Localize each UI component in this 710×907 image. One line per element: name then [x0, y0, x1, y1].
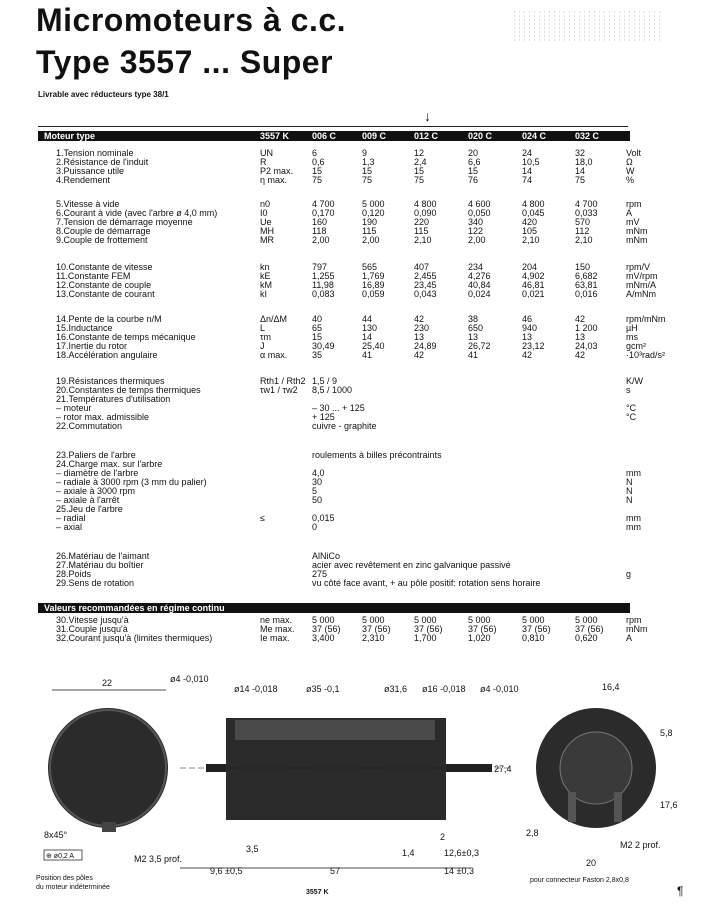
cell-value: – 30 ... + 125 [312, 403, 365, 413]
row-symbol: τw1 / τw2 [260, 385, 298, 395]
cell-value: 4 700 [575, 199, 598, 209]
row-label: 15.Inductance [56, 323, 113, 333]
section-title: Valeurs recommandées en régime continu [44, 603, 225, 613]
cell-value: 0,016 [575, 289, 598, 299]
cell-value: 2,00 [362, 235, 380, 245]
cell-value: 24,03 [575, 341, 598, 351]
row-label: 6.Courant à vide (avec l'arbre ø 4,0 mm) [56, 208, 218, 218]
cell-value: 0,810 [522, 633, 545, 643]
cell-value: 41 [468, 350, 479, 360]
cell-value: 0,045 [522, 208, 545, 218]
cell-value: 44 [362, 314, 373, 324]
dim-label: ø35 -0,1 [306, 684, 340, 694]
cell-value: 15 [362, 166, 373, 176]
row-unit: % [626, 175, 635, 185]
row-symbol: ne max. [260, 615, 293, 625]
cell-value: 797 [312, 262, 328, 272]
cell-value: 50 [312, 495, 323, 505]
row-unit: mm [626, 468, 641, 478]
cell-value: 35 [312, 350, 323, 360]
cell-value: 24,89 [414, 341, 437, 351]
cell-value: cuivre - graphite [312, 421, 377, 431]
footer-label: 3557 K [306, 889, 329, 896]
table-row [0, 235, 710, 245]
dim-label: ø16 -0,018 [422, 684, 466, 694]
row-symbol: kE [260, 271, 271, 281]
col-header: 024 C [522, 131, 547, 141]
cell-value: 38 [468, 314, 479, 324]
table-row [0, 578, 710, 588]
row-label: – radiale à 3000 rpm (3 mm du palier) [56, 477, 207, 487]
row-unit: gcm² [626, 341, 646, 351]
cell-value: 37 (56) [522, 624, 551, 634]
row-label: 13.Constante de courant [56, 289, 155, 299]
cell-value: 0,033 [575, 208, 598, 218]
cell-value: 118 [312, 226, 327, 236]
cell-value: 14 [575, 166, 586, 176]
cell-value: 420 [522, 217, 538, 227]
cell-value: 9 [362, 148, 368, 158]
row-unit: rpm [626, 199, 642, 209]
cell-value: 12 [414, 148, 425, 158]
row-label: 24.Charge max. sur l'arbre [56, 459, 163, 469]
row-symbol: n0 [260, 199, 271, 209]
table-header [38, 131, 630, 141]
section-header [38, 603, 630, 613]
row-unit: mNm/A [626, 280, 656, 290]
row-symbol: η max. [260, 175, 288, 185]
note: Position des pôles [36, 875, 93, 882]
cell-value: 14 [362, 332, 373, 342]
cell-value: 5 000 [414, 615, 437, 625]
dim-label: 17,6 [660, 800, 678, 810]
row-label: – axial [56, 522, 83, 532]
svg-text:⊕ ø0,2 A: ⊕ ø0,2 A [46, 853, 75, 860]
row-unit: A [626, 633, 633, 643]
cell-value: 275 [312, 569, 328, 579]
row-unit: mNm [626, 235, 648, 245]
row-unit: rpm [626, 615, 642, 625]
row-label: 2.Résistance de l'induit [56, 157, 149, 167]
cell-value: roulements à billes précontraints [312, 450, 442, 460]
dim-label: 3,5 [246, 844, 259, 854]
cell-value: 37 (56) [575, 624, 604, 634]
cell-value: 30 [312, 477, 323, 487]
cell-value: 1 200 [575, 323, 598, 333]
col-header: 032 C [575, 131, 600, 141]
row-symbol: J [260, 341, 265, 351]
cell-value: 0,050 [468, 208, 491, 218]
cell-value: 570 [575, 217, 591, 227]
row-unit: °C [626, 412, 637, 422]
cell-value: 1,255 [312, 271, 335, 281]
cell-value: 74 [522, 175, 533, 185]
row-label: 31.Couple jusqu'à [56, 624, 128, 634]
cell-value: 234 [468, 262, 484, 272]
row-label: – radial [56, 513, 86, 523]
table-row [0, 522, 710, 532]
row-symbol: L [260, 323, 266, 333]
scan-noise [512, 10, 662, 42]
cell-value: 6,6 [468, 157, 481, 167]
row-label: 30.Vitesse jusqu'à [56, 615, 129, 625]
row-unit: s [626, 385, 631, 395]
row-unit: ms [626, 332, 638, 342]
dim-label: 1,4 [402, 848, 415, 858]
cell-value: 37 (56) [414, 624, 443, 634]
cell-value: 2,10 [522, 235, 540, 245]
cell-value: 5 000 [575, 615, 598, 625]
cell-value: 650 [468, 323, 484, 333]
cell-value: 13 [575, 332, 586, 342]
cell-value: acier avec revêtement en zinc galvanique passivé [312, 560, 511, 570]
row-unit: A/mNm [626, 289, 656, 299]
note: du moteur indéterminée [36, 884, 110, 891]
cell-value: 1,769 [362, 271, 385, 281]
row-unit: N [626, 495, 633, 505]
row-unit: A [626, 208, 633, 218]
dim-label: 8x45° [44, 830, 68, 840]
cell-value: 4,0 [312, 468, 325, 478]
cell-value: 37 (56) [312, 624, 341, 634]
cell-value: 46 [522, 314, 533, 324]
cell-value: 4 800 [522, 199, 545, 209]
cell-value: 4,902 [522, 271, 545, 281]
cell-value: 42 [575, 314, 586, 324]
row-unit: N [626, 477, 633, 487]
cell-value: 0,620 [575, 633, 598, 643]
row-unit: g [626, 569, 632, 579]
technical-drawing [30, 672, 690, 902]
cell-value: 15 [468, 166, 479, 176]
row-unit: mV [626, 217, 640, 227]
cell-value: 112 [575, 226, 590, 236]
row-symbol: kM [260, 280, 272, 290]
cell-value: vu côté face avant, + au pôle positif: rotation sens horaire [312, 578, 541, 588]
row-label: 20.Constantes de temps thermiques [56, 385, 201, 395]
cell-value: 23,12 [522, 341, 545, 351]
cell-value: 75 [575, 175, 586, 185]
row-symbol: α max. [260, 350, 288, 360]
cell-value: 20 [468, 148, 479, 158]
dim-label: M2 3,5 prof. [134, 854, 183, 864]
cell-value: 0,6 [312, 157, 325, 167]
row-label: 4.Rendement [56, 175, 111, 185]
cell-value: 340 [468, 217, 484, 227]
cell-value: 63,81 [575, 280, 598, 290]
row-unit: mV/rpm [626, 271, 658, 281]
cell-value: 0,024 [468, 289, 491, 299]
cell-value: 40 [312, 314, 323, 324]
cell-value: + 125 [312, 412, 335, 422]
cell-value: 75 [414, 175, 425, 185]
cell-value: 105 [522, 226, 538, 236]
cell-value: 130 [362, 323, 378, 333]
row-label: 11.Constante FEM [56, 271, 131, 281]
cell-value: 5 000 [312, 615, 335, 625]
cell-value: 2,00 [468, 235, 486, 245]
cell-value: 5 000 [362, 199, 385, 209]
row-unit: °C [626, 403, 637, 413]
row-label: 16.Constante de temps mécanique [56, 332, 196, 342]
cell-value: 8,5 / 1000 [312, 385, 353, 395]
cell-value: 230 [414, 323, 430, 333]
row-symbol: I0 [260, 208, 268, 218]
row-unit: mm [626, 522, 641, 532]
cell-value: 5 [312, 486, 318, 496]
cell-value: 13 [468, 332, 479, 342]
cell-value: 150 [575, 262, 591, 272]
cell-value: 160 [312, 217, 328, 227]
row-label: 22.Commutation [56, 421, 123, 431]
row-symbol: MR [260, 235, 274, 245]
cell-value: 24 [522, 148, 533, 158]
row-symbol: Δn/ΔM [260, 314, 288, 324]
table-row [0, 421, 710, 431]
row-label: 1.Tension nominale [56, 148, 134, 158]
row-unit: rpm/V [626, 262, 651, 272]
subtitle: Livrable avec réducteurs type 38/1 [38, 90, 169, 99]
row-symbol: τm [260, 332, 272, 342]
cell-value: 37 (56) [362, 624, 391, 634]
cell-value: 37 (56) [468, 624, 497, 634]
cell-value: 4,276 [468, 271, 491, 281]
row-label: – axiale à 3000 rpm [56, 486, 136, 496]
cell-value: 0,090 [414, 208, 437, 218]
dim-label: 16,4 [602, 682, 620, 692]
row-label: 7.Tension de démarrage moyenne [56, 217, 193, 227]
row-label: 26.Matériau de l'aimant [56, 551, 150, 561]
row-label: – rotor max. admissible [56, 412, 150, 422]
row-label: 29.Sens de rotation [56, 578, 135, 588]
row-unit: W [626, 166, 635, 176]
row-label: 8.Couple de démarrage [56, 226, 151, 236]
cell-value: 11,98 [312, 280, 334, 290]
cell-value: 13 [414, 332, 425, 342]
table-row [0, 633, 710, 643]
dim-label: M2 2 prof. [620, 840, 661, 850]
cell-value: 4 800 [414, 199, 437, 209]
cell-value: 0,015 [312, 513, 335, 523]
cell-value: 0,120 [362, 208, 385, 218]
cell-value: 2,10 [414, 235, 432, 245]
cell-value: 42 [414, 350, 425, 360]
cell-value: 16,89 [362, 280, 385, 290]
row-label: 12.Constante de couple [56, 280, 152, 290]
dim-label: 12,6±0,3 [444, 848, 479, 858]
col-header: 006 C [312, 131, 337, 141]
cell-value: 5 000 [468, 615, 491, 625]
cell-value: 30,49 [312, 341, 335, 351]
row-label: – axiale à l'arrêt [56, 495, 120, 505]
cell-value: 2,10 [575, 235, 593, 245]
row-label: 17.Inertie du rotor [56, 341, 128, 351]
row-unit: N [626, 486, 633, 496]
cell-value: 40,84 [468, 280, 491, 290]
dim-label: 22 [102, 678, 113, 688]
pilcrow-mark: ¶ [677, 884, 684, 898]
cell-value: 0,083 [312, 289, 335, 299]
row-unit: K/W [626, 376, 643, 386]
table-row [0, 175, 710, 185]
cell-value: 122 [468, 226, 484, 236]
col-header: Moteur type [44, 131, 96, 141]
dim-label: 57 [330, 866, 341, 876]
row-unit: mNm [626, 226, 648, 236]
row-symbol: UN [260, 148, 273, 158]
col-header: 012 C [414, 131, 439, 141]
row-unit: Ω [626, 157, 633, 167]
dim-label: 20 [586, 858, 597, 868]
cell-value: 26,72 [468, 341, 491, 351]
dim-label: 2 [440, 832, 446, 842]
cell-value: 13 [522, 332, 533, 342]
row-unit: ·10³rad/s² [626, 350, 666, 360]
cell-value: 0,170 [312, 208, 335, 218]
table-row [0, 289, 710, 299]
cell-value: 204 [522, 262, 538, 272]
cell-value: 3,400 [312, 633, 335, 643]
cell-value: 76 [468, 175, 479, 185]
row-label: 32.Courant jusqu'à (limites thermiques) [56, 633, 213, 643]
table-row [0, 350, 710, 360]
row-symbol: P2 max. [260, 166, 294, 176]
cell-value: 190 [362, 217, 378, 227]
cell-value: 10,5 [522, 157, 540, 167]
col-header: 009 C [362, 131, 387, 141]
cell-value: 407 [414, 262, 430, 272]
row-symbol: kI [260, 289, 268, 299]
row-unit: µH [626, 323, 638, 333]
dim-label: ø14 -0,018 [234, 684, 278, 694]
dim-label: 9,6 ±0,5 [210, 866, 243, 876]
row-label: 5.Vitesse à vide [56, 199, 120, 209]
cell-value: 0,043 [414, 289, 437, 299]
cell-value: 2,4 [414, 157, 427, 167]
cell-value: 23,45 [414, 280, 437, 290]
cell-value: 0 [312, 522, 318, 532]
dim-label: ø4 -0,010 [480, 684, 519, 694]
cell-value: 15 [312, 166, 323, 176]
row-symbol: Rth1 / Rth2 [260, 376, 306, 386]
dim-label: 27,4 [494, 764, 512, 774]
row-label: 14.Pente de la courbe n/M [56, 314, 162, 324]
cell-value: 2,00 [312, 235, 330, 245]
row-symbol: Me max. [260, 624, 295, 634]
cell-value: 18,0 [575, 157, 593, 167]
row-unit: mNm [626, 624, 648, 634]
cell-value: 42 [575, 350, 586, 360]
cell-value: 14 [522, 166, 533, 176]
row-label: 10.Constante de vitesse [56, 262, 153, 272]
cell-value: 0,021 [522, 289, 545, 299]
cell-value: 1,3 [362, 157, 375, 167]
cell-value: 75 [312, 175, 323, 185]
row-symbol: Ue [260, 217, 272, 227]
cell-value: 2,310 [362, 633, 385, 643]
cell-value: 2,455 [414, 271, 437, 281]
row-label: – diamètre de l'arbre [56, 468, 139, 478]
row-symbol: ≤ [260, 513, 265, 523]
row-label: 21.Températures d'utilisation [56, 394, 171, 404]
cell-value: 565 [362, 262, 378, 272]
cell-value: 42 [414, 314, 425, 324]
page-subtitle-type: Type 3557 ... Super [36, 44, 334, 80]
cell-value: 115 [362, 226, 377, 236]
row-label: 18.Accélération angulaire [56, 350, 158, 360]
dim-label: ø4 -0,010 [170, 674, 209, 684]
cell-value: 42 [522, 350, 533, 360]
col-header: 3557 K [260, 131, 290, 141]
row-unit: mm [626, 513, 641, 523]
row-label: 25.Jeu de l'arbre [56, 504, 123, 514]
row-label: 23.Paliers de l'arbre [56, 450, 136, 460]
dim-label: ø31,6 [384, 684, 408, 694]
row-symbol: Ie max. [260, 633, 290, 643]
cell-value: 940 [522, 323, 538, 333]
cell-value: 75 [362, 175, 373, 185]
cell-value: 115 [414, 226, 429, 236]
row-label: 28.Poids [56, 569, 92, 579]
cell-value: 0,059 [362, 289, 385, 299]
cell-value: 1,020 [468, 633, 491, 643]
cell-value: 15 [312, 332, 323, 342]
cell-value: 220 [414, 217, 430, 227]
cell-value: AlNiCo [312, 551, 341, 561]
cell-value: 1,700 [414, 633, 437, 643]
cell-value: 5 000 [362, 615, 385, 625]
cell-value: 6,682 [575, 271, 598, 281]
divider [38, 126, 628, 127]
dim-label: 14 ±0,3 [444, 866, 474, 876]
page-title: Micromoteurs à c.c. [36, 2, 347, 38]
note: pour connecteur Faston 2,8x0,8 [530, 877, 629, 884]
cell-value: 15 [414, 166, 425, 176]
row-label: 9.Couple de frottement [56, 235, 148, 245]
cell-value: 65 [312, 323, 323, 333]
cell-value: 46,81 [522, 280, 545, 290]
dim-label: 2,8 [526, 828, 539, 838]
cell-value: 41 [362, 350, 373, 360]
cell-value: 32 [575, 148, 586, 158]
front-view-disc [48, 708, 168, 828]
row-unit: rpm/mNm [626, 314, 666, 324]
row-label: 19.Résistances thermiques [56, 376, 165, 386]
arrow-down-icon: ↓ [424, 108, 431, 124]
cell-value: 4 700 [312, 199, 335, 209]
row-label: 3.Puissance utile [56, 166, 125, 176]
row-symbol: R [260, 157, 267, 167]
cell-value: 5 000 [522, 615, 545, 625]
cell-value: 25,40 [362, 341, 385, 351]
row-unit: Volt [626, 148, 642, 158]
row-symbol: MH [260, 226, 274, 236]
cell-value: 4 600 [468, 199, 491, 209]
cell-value: 1,5 / 9 [312, 376, 338, 386]
row-symbol: kn [260, 262, 270, 272]
row-label: – moteur [56, 403, 92, 413]
dim-label: 5,8 [660, 728, 673, 738]
cell-value: 6 [312, 148, 318, 158]
col-header: 020 C [468, 131, 493, 141]
row-label: 27.Matériau du boîtier [56, 560, 144, 570]
